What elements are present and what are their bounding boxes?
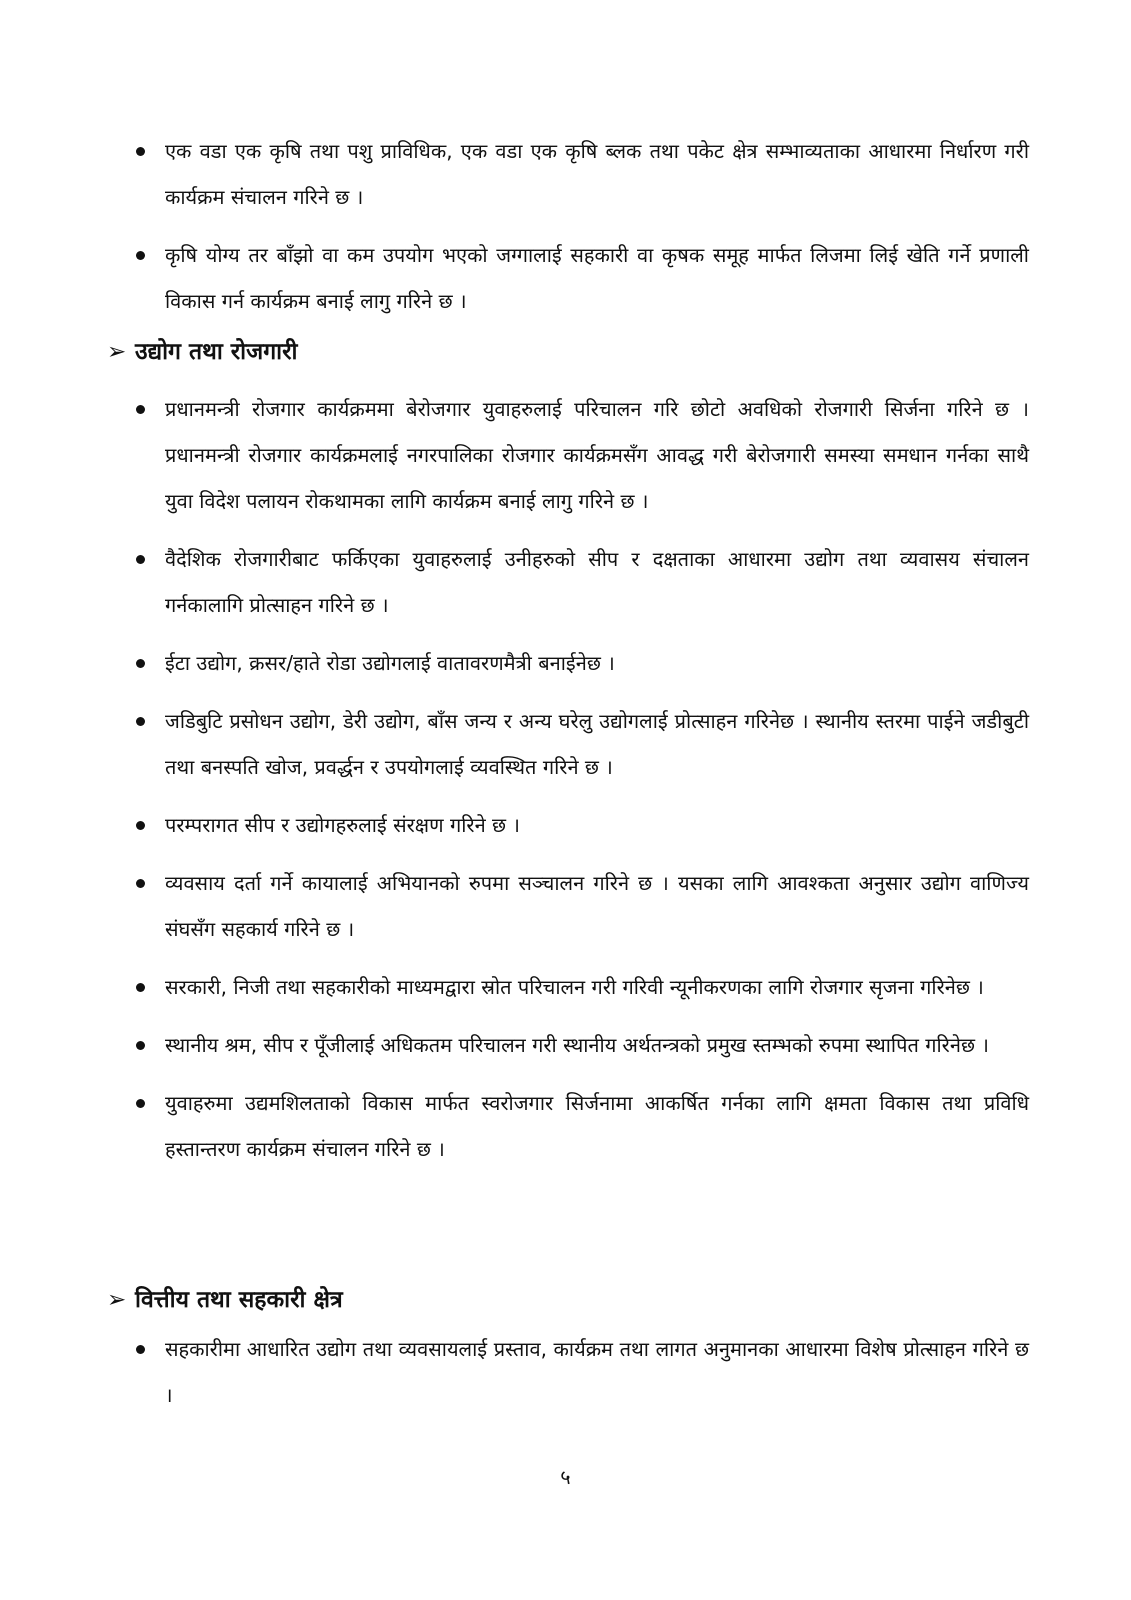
section-heading-text: उद्योग तथा रोजगारी — [135, 339, 298, 365]
section-heading-finance-cooperative — [107, 1280, 343, 1320]
list-item — [115, 964, 1029, 1010]
bullet-icon — [136, 1345, 145, 1354]
list-item — [115, 128, 1029, 220]
bullet-text: सरकारी, निजी तथा सहकारीको माध्यमद्वारा स्रोत परिचालन गरी गरिवी न्यूनीकरणका लागि रोजगार सृजना गरिनेछ । — [165, 975, 984, 999]
list-item — [115, 1080, 1029, 1172]
arrow-bullet-icon: ➢ — [107, 339, 127, 365]
bullet-icon — [136, 821, 145, 830]
list-item — [115, 860, 1029, 952]
bullet-icon — [136, 1099, 145, 1108]
arrow-bullet-icon: ➢ — [107, 1287, 127, 1313]
bullet-icon — [136, 147, 145, 156]
list-item — [115, 1022, 1029, 1068]
list-item — [115, 640, 1029, 686]
intro-bullet-list — [115, 128, 1029, 324]
list-item — [115, 232, 1029, 324]
bullet-text: कृषि योग्य तर बाँझो वा कम उपयोग भएको जग्गालाई सहकारी वा कृषक समूह मार्फत लिजमा लिई खेति गर्ने प्रणाली विकास गर्न कार्यक्रम बनाई लागु गरिने छ । — [165, 243, 1029, 313]
industry-employment-bullet-block — [115, 386, 1029, 1184]
list-item — [115, 536, 1029, 628]
bullet-text: परम्परागत सीप र उद्योगहरुलाई संरक्षण गरिने छ । — [165, 813, 521, 837]
list-item — [115, 802, 1029, 848]
section-heading-text: वित्तीय तथा सहकारी क्षेत्र — [135, 1287, 343, 1313]
bullet-icon — [136, 659, 145, 668]
finance-cooperative-bullet-list — [115, 1326, 1029, 1418]
bullet-text: ईटा उद्योग, क्रसर/हाते रोडा उद्योगलाई वातावरणमैत्री बनाईनेछ । — [165, 651, 615, 675]
list-item — [115, 386, 1029, 524]
industry-employment-bullet-list — [115, 386, 1029, 1172]
bullet-text: वैदेशिक रोजगारीबाट फर्किएका युवाहरुलाई उनीहरुको सीप र दक्षताका आधारमा उद्योग तथा व्यवासय संचालन गर्नकालागि प्रोत्साहन गरिने छ । — [165, 547, 1029, 617]
intro-bullet-block — [115, 128, 1029, 336]
bullet-icon — [136, 983, 145, 992]
bullet-text: व्यवसाय दर्ता गर्ने कायालाई अभियानको रुपमा सञ्चालन गरिने छ । यसका लागि आवश्कता अनुसार उद्योग वाणिज्य संघसँग सहकार्य गरिने छ । — [165, 871, 1029, 941]
section-heading-industry-employment — [107, 332, 297, 372]
list-item — [115, 698, 1029, 790]
bullet-text: एक वडा एक कृषि तथा पशु प्राविधिक, एक वडा एक कृषि ब्लक तथा पकेट क्षेत्र सम्भाव्यताका आधारमा निर्धारण गरी कार्यक्रम संचालन गरिने छ । — [165, 139, 1029, 209]
finance-cooperative-bullet-block — [115, 1326, 1029, 1430]
bullet-icon — [136, 405, 145, 414]
bullet-icon — [136, 879, 145, 888]
bullet-icon — [136, 251, 145, 260]
bullet-text: युवाहरुमा उद्यमशिलताको विकास मार्फत स्वरोजगार सिर्जनामा आकर्षित गर्नका लागि क्षमता विकास तथा प्रविधि हस्तान्तरण कार्यक्रम संचालन गरिने छ । — [165, 1091, 1029, 1161]
bullet-text: स्थानीय श्रम, सीप र पूँजीलाई अधिकतम परिचालन गरी स्थानीय अर्थतन्त्रको प्रमुख स्तम्भको रुपमा स्थापित गरिनेछ । — [165, 1033, 989, 1057]
bullet-icon — [136, 717, 145, 726]
bullet-text: जडिबुटि प्रसोधन उद्योग, डेरी उद्योग, बाँस जन्य र अन्य घरेलु उद्योगलाई प्रोत्साहन गरिनेछ । स्थानीय स्तरमा पाईने जडीबुटी तथा बनस्पति खोज, प्रवर्द्धन र उपयोगलाई व्यवस्थित गरिने छ । — [165, 709, 1029, 779]
bullet-text: प्रधानमन्त्री रोजगार कार्यक्रममा बेरोजगार युवाहरुलाई परिचालन गरि छोटो अवधिको रोजगारी सिर्जना गरिने छ । प्रधानमन्त्री रोजगार कार्यक्रमलाई नगरपालिका रोजगार कार्यक्रमसँग आवद्ध गरी बेरोजगारी समस्या समधान गर्नका साथै युवा विदेश पलायन रोकथामका लागि कार्यक्रम बनाई लागु गरिने छ । — [165, 397, 1029, 513]
bullet-icon — [136, 1041, 145, 1050]
page-number: ५ — [560, 1465, 571, 1489]
bullet-icon — [136, 555, 145, 564]
list-item — [115, 1326, 1029, 1418]
bullet-text: सहकारीमा आधारित उद्योग तथा व्यवसायलाई प्रस्ताव, कार्यक्रम तथा लागत अनुमानका आधारमा विशेष प्रोत्साहन गरिने छ । — [165, 1337, 1029, 1407]
